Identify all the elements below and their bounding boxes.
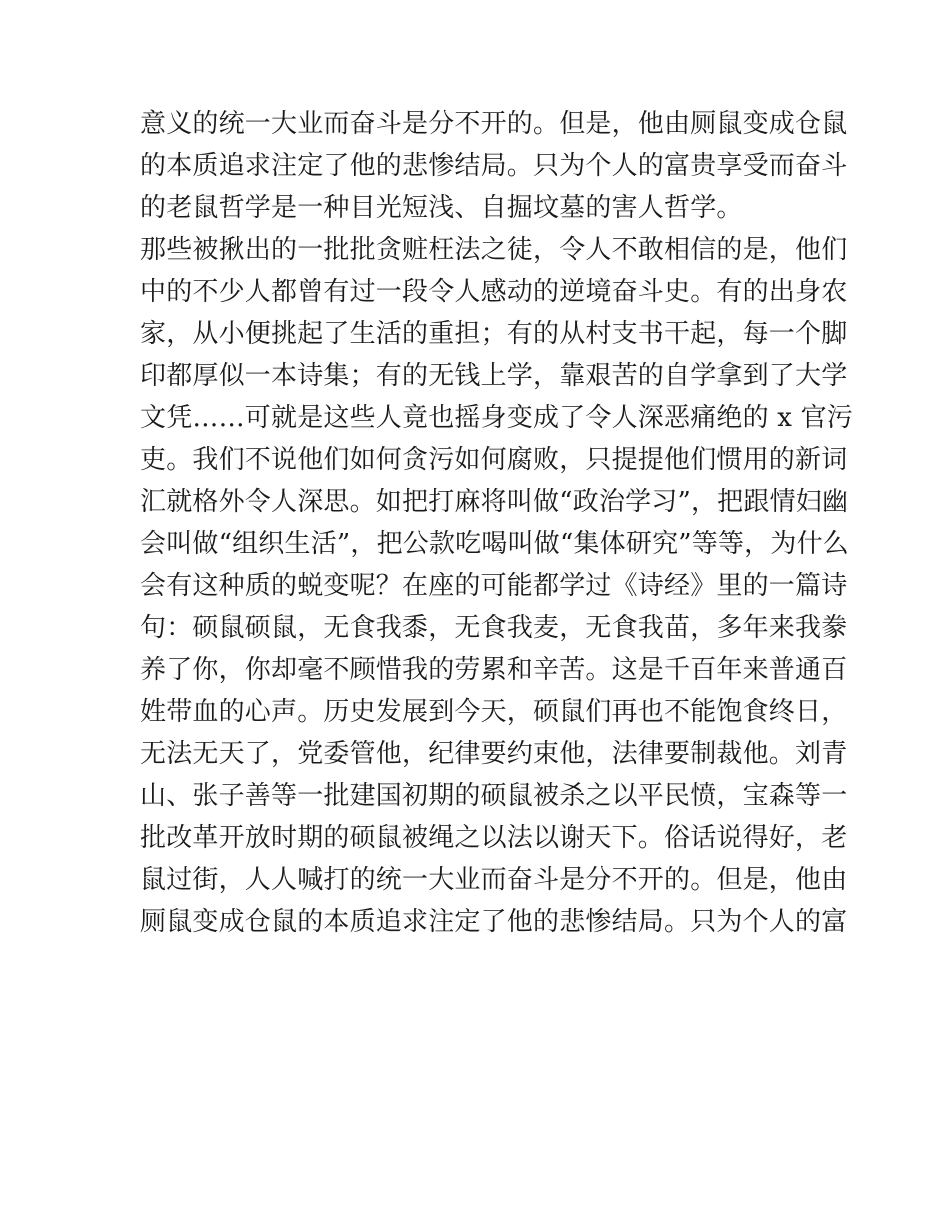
text-line: 会叫做“组织生活”，把公款吃喝叫做“集体研究”等等，为什么 <box>140 529 849 559</box>
text-line: 文凭……可就是这些人竟也摇身变成了令人深恶痛绝的 x 官污 <box>140 403 853 433</box>
text-line: 印都厚似一本诗集；有的无钱上学，靠艰苦的自学拿到了大学 <box>140 361 848 391</box>
text-line: 意义的统一大业而奋斗是分不开的。但是，他由厕鼠变成仓鼠 <box>140 109 848 139</box>
text-line: 山、张子善等一批建国初期的硕鼠被杀之以平民愤，宝森等一 <box>140 781 848 811</box>
text-line: 厕鼠变成仓鼠的本质追求注定了他的悲惨结局。只为个人的富 <box>140 907 848 937</box>
text-line: 养了你，你却毫不顾惜我的劳累和辛苦。这是千百年来普通百 <box>140 655 848 685</box>
text-line: 吏。我们不说他们如何贪污如何腐败，只提提他们惯用的新词 <box>140 445 848 475</box>
body-text <box>140 103 853 943</box>
text-line: 的老鼠哲学是一种目光短浅、自掘坟墓的害人哲学。 <box>140 193 743 223</box>
text-line: 那些被揪出的一批批贪赃枉法之徒，令人不敢相信的是，他们 <box>140 235 848 265</box>
text-line: 的本质追求注定了他的悲惨结局。只为个人的富贵享受而奋斗 <box>140 151 848 181</box>
text-line: 无法无天了，党委管他，纪律要约束他，法律要制裁他。刘青 <box>140 739 848 769</box>
text-line: 句：硕鼠硕鼠，无食我黍，无食我麦，无食我苗，多年来我豢 <box>140 613 848 643</box>
text-line: 中的不少人都曾有过一段令人感动的逆境奋斗史。有的出身农 <box>140 277 848 307</box>
text-line: 会有这种质的蜕变呢？在座的可能都学过《诗经》里的一篇诗 <box>140 571 848 601</box>
text-line: 鼠过街，人人喊打的统一大业而奋斗是分不开的。但是，他由 <box>140 865 848 895</box>
text-line: 家，从小便挑起了生活的重担；有的从村支书干起，每一个脚 <box>140 319 848 349</box>
text-line: 姓带血的心声。历史发展到今天，硕鼠们再也不能饱食终日， <box>140 697 848 727</box>
text-line: 批改革开放时期的硕鼠被绳之以法以谢天下。俗话说得好，老 <box>140 823 848 853</box>
text-line: 汇就格外令人深思。如把打麻将叫做“政治学习”，把跟情妇幽 <box>140 487 849 517</box>
